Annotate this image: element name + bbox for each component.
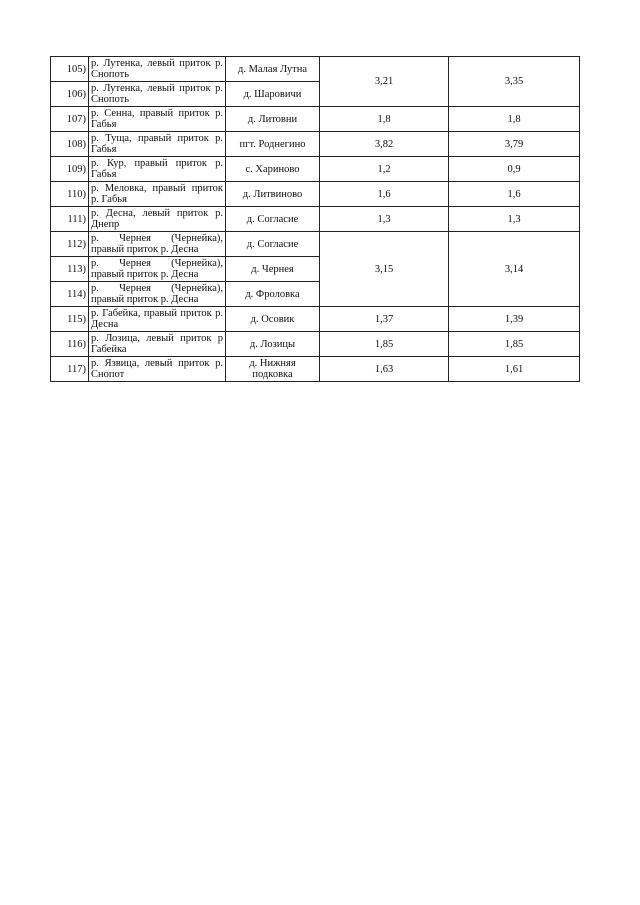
value-2: 1,85 xyxy=(449,332,580,357)
place-name: д. Лозицы xyxy=(226,332,320,357)
river-name: р. Чернея (Чернейка), правый приток р. Десна xyxy=(89,257,226,282)
value-2: 1,3 xyxy=(449,207,580,232)
value-1: 3,82 xyxy=(320,132,449,157)
river-name: р. Туща, правый приток р. Габья xyxy=(89,132,226,157)
row-number: 105) xyxy=(51,57,89,82)
river-name: р. Сенна, правый приток р. Габья xyxy=(89,107,226,132)
value-2: 3,79 xyxy=(449,132,580,157)
table-row xyxy=(51,357,580,382)
table-row xyxy=(51,182,580,207)
value-2: 3,35 xyxy=(449,57,580,107)
place-name: д. Нижняя подковка xyxy=(226,357,320,382)
place-name: д. Малая Лутна xyxy=(226,57,320,82)
row-number: 106) xyxy=(51,82,89,107)
river-name: р. Язвица, левый приток р. Снопот xyxy=(89,357,226,382)
place-name: с. Хариново xyxy=(226,157,320,182)
row-number: 116) xyxy=(51,332,89,357)
river-name: р. Лутенка, левый приток р. Снопоть xyxy=(89,82,226,107)
table-row xyxy=(51,107,580,132)
place-name: д. Шаровичи xyxy=(226,82,320,107)
place-name: д. Литвиново xyxy=(226,182,320,207)
table-row xyxy=(51,332,580,357)
table-row xyxy=(51,157,580,182)
table-row xyxy=(51,307,580,332)
value-2: 1,61 xyxy=(449,357,580,382)
value-2: 0,9 xyxy=(449,157,580,182)
river-name: р. Чернея (Чернейка), правый приток р. Десна xyxy=(89,232,226,257)
table-row xyxy=(51,207,580,232)
river-name: р. Лутенка, левый приток р. Снопоть xyxy=(89,57,226,82)
row-number: 111) xyxy=(51,207,89,232)
value-1: 1,3 xyxy=(320,207,449,232)
row-number: 108) xyxy=(51,132,89,157)
river-name: р. Габейка, правый приток р. Десна xyxy=(89,307,226,332)
row-number: 113) xyxy=(51,257,89,282)
value-1: 1,6 xyxy=(320,182,449,207)
place-name: д. Согласие xyxy=(226,207,320,232)
place-name: д. Литовни xyxy=(226,107,320,132)
value-2: 1,39 xyxy=(449,307,580,332)
rivers-table xyxy=(50,56,580,382)
value-2: 3,14 xyxy=(449,232,580,307)
value-1: 1,85 xyxy=(320,332,449,357)
row-number: 115) xyxy=(51,307,89,332)
table-row xyxy=(51,57,580,82)
river-name: р. Лозица, левый приток р Габейка xyxy=(89,332,226,357)
table-row xyxy=(51,232,580,257)
place-name: д. Чернея xyxy=(226,257,320,282)
value-1: 1,2 xyxy=(320,157,449,182)
value-1: 3,15 xyxy=(320,232,449,307)
place-name: д. Согласие xyxy=(226,232,320,257)
table-row xyxy=(51,132,580,157)
row-number: 114) xyxy=(51,282,89,307)
place-name: пгт. Роднегино xyxy=(226,132,320,157)
value-1: 1,8 xyxy=(320,107,449,132)
river-name: р. Кур, правый приток р. Габья xyxy=(89,157,226,182)
row-number: 107) xyxy=(51,107,89,132)
river-name: р. Чернея (Чернейка), правый приток р. Десна xyxy=(89,282,226,307)
row-number: 110) xyxy=(51,182,89,207)
value-2: 1,8 xyxy=(449,107,580,132)
value-1: 3,21 xyxy=(320,57,449,107)
place-name: д. Фроловка xyxy=(226,282,320,307)
value-1: 1,63 xyxy=(320,357,449,382)
place-name: д. Осовик xyxy=(226,307,320,332)
value-2: 1,6 xyxy=(449,182,580,207)
river-name: р. Меловка, правый приток р. Габья xyxy=(89,182,226,207)
value-1: 1,37 xyxy=(320,307,449,332)
row-number: 112) xyxy=(51,232,89,257)
row-number: 117) xyxy=(51,357,89,382)
river-name: р. Десна, левый приток р. Днепр xyxy=(89,207,226,232)
row-number: 109) xyxy=(51,157,89,182)
